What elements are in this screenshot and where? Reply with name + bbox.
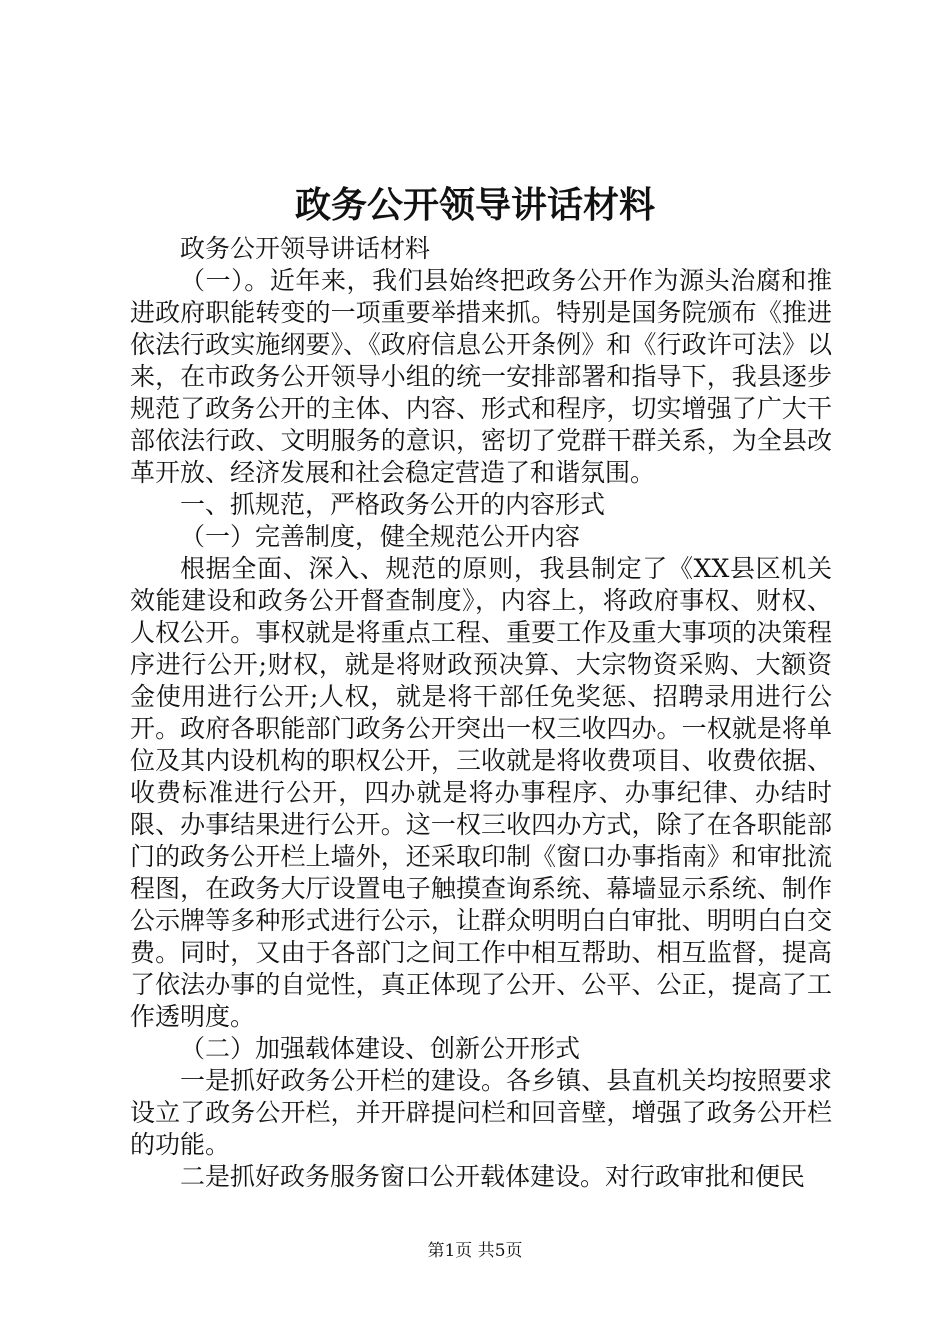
document-body xyxy=(130,233,832,1193)
paragraph-service-window: 二是抓好政务服务窗口公开载体建设。对行政审批和便民 xyxy=(180,1162,806,1191)
section-heading-1: 一、抓规范，严格政务公开的内容形式 xyxy=(180,490,606,519)
page-number: 第1页 共5页 xyxy=(427,1241,523,1261)
paragraph-system: 根据全面、深入、规范的原则，我县制定了《XX县区机关效能建设和政务公开督查制度》，内容上，将政府事权、财权、人权公开。事权就是将重点工程、重要工作及重大事项的决策程序进行公开;财权，就是将财政预决算、大宗物资采购、大额资金使用进行公开;人权，就是将干部任免奖惩、招聘录用进行公开。政府各职能部门政务公开突出一权三收四办。一权就是将单位及其内设机构的职权公开，三收就是将收费项目、收费依据、收费标准进行公开，四办就是将办事程序、办事纪律、办结时限、办事结果进行公开。这一权三收四办方式，除了在各职能部门的政务公开栏上墙外，还采取印制《窗口办事指南》和审批流程图，在政务大厅设置电子触摸查询系统、幕墙显示系统、制作公示牌等多种形式进行公示，让群众明明白白审批、明明白白交费。同时，又由于各部门之间工作中相互帮助、相互监督，提高了依法办事的自觉性，真正体现了公开、公平、公正，提高了工作透明度。 xyxy=(130,554,832,1031)
subsection-heading-2: （二）加强载体建设、创新公开形式 xyxy=(180,1034,581,1063)
paragraph-intro: （一）。近年来，我们县始终把政务公开作为源头治腐和推进政府职能转变的一项重要举措来抓。特别是国务院颁布《推进依法行政实施纲要》、《政府信息公开条例》和《行政许可法》以来，在市政务公开领导小组的统一安排部署和指导下，我县逐步规范了政务公开的主体、内容、形式和程序，切实增强了广大干部依法行政、文明服务的意识，密切了党群干群关系，为全县改革开放、经济发展和社会稳定营造了和谐氛围。 xyxy=(130,266,832,487)
document-title: 政务公开领导讲话材料 xyxy=(294,184,655,226)
page-footer xyxy=(0,1240,950,1262)
paragraph-bulletin-board: 一是抓好政务公开栏的建设。各乡镇、县直机关均按照要求设立了政务公开栏，并开辟提问栏和回音壁，增强了政务公开栏的功能。 xyxy=(130,1066,832,1159)
subsection-heading-1: （一）完善制度，健全规范公开内容 xyxy=(180,522,581,551)
paragraph-heading-repeat: 政务公开领导讲话材料 xyxy=(180,234,431,263)
